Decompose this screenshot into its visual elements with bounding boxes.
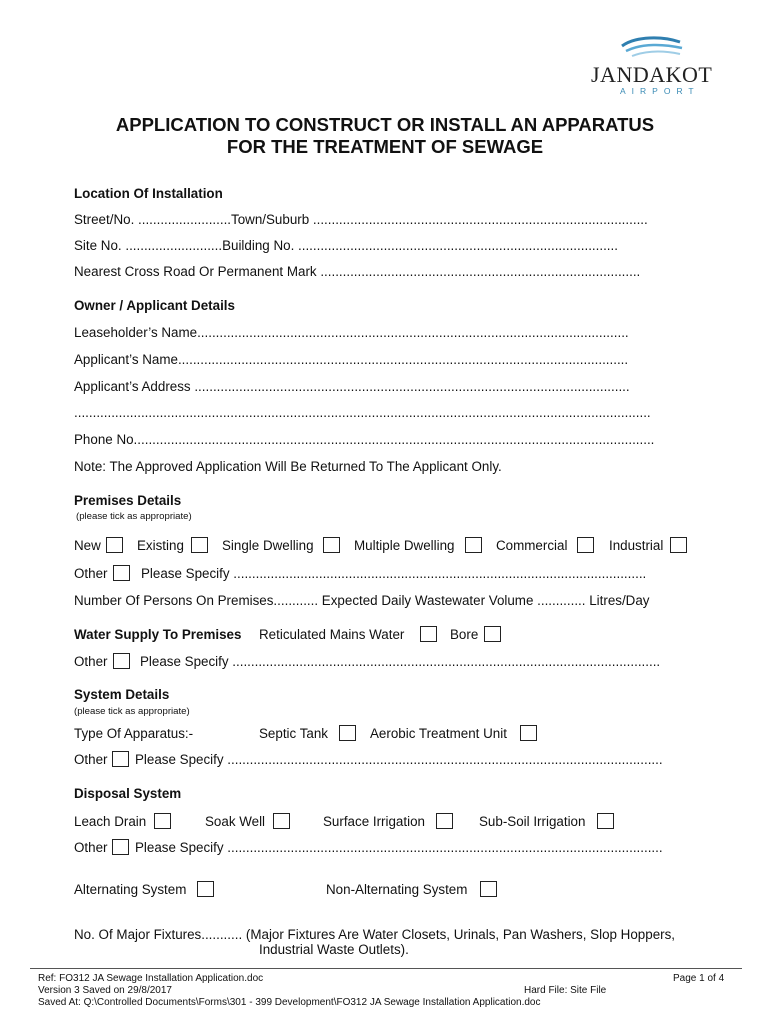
disposal-heading: Disposal System <box>74 786 182 801</box>
page-subtitle: FOR THE TREATMENT OF SEWAGE <box>226 136 544 157</box>
septic-tank-label: Septic Tank <box>259 726 328 741</box>
phone-field[interactable]: Phone No............................................................................................................................................ <box>74 432 655 447</box>
leach-drain-checkbox[interactable] <box>154 813 171 829</box>
bore-checkbox[interactable] <box>484 626 501 642</box>
disposal-other-checkbox[interactable] <box>112 839 129 855</box>
non-alternating-checkbox[interactable] <box>480 881 497 897</box>
premises-other-checkbox[interactable] <box>113 565 130 581</box>
footer-page-number: Page 1 of 4 <box>673 973 725 984</box>
water-heading: Water Supply To Premises <box>74 627 242 642</box>
location-heading: Location Of Installation <box>74 186 223 201</box>
major-fixtures-note: Industrial Waste Outlets). <box>259 942 409 957</box>
cross-road-field[interactable]: Nearest Cross Road Or Permanent Mark ...................................................................................... <box>74 264 641 279</box>
footer-saved-path: Saved At: Q:\Controlled Documents\Forms\301 - 399 Development\FO312 JA Sewage Installation Application.doc <box>38 997 541 1008</box>
footer-hard-file: Hard File: Site File <box>524 985 607 996</box>
septic-tank-checkbox[interactable] <box>339 725 356 741</box>
alternating-label: Alternating System <box>74 882 187 897</box>
footer-version: Version 3 Saved on 29/8/2017 <box>38 985 172 996</box>
multiple-dwelling-checkbox[interactable] <box>465 537 482 553</box>
footer-divider <box>30 968 742 969</box>
new-checkbox[interactable] <box>106 537 123 553</box>
new-label: New <box>74 538 101 553</box>
system-other-checkbox[interactable] <box>112 751 129 767</box>
subsoil-irrigation-label: Sub-Soil Irrigation <box>479 814 586 829</box>
system-heading: System Details <box>74 687 170 702</box>
surface-irrigation-checkbox[interactable] <box>436 813 453 829</box>
industrial-checkbox[interactable] <box>670 537 687 553</box>
logo-name: JANDAKOT <box>591 62 713 87</box>
apparatus-type-label: Type Of Apparatus:- <box>74 726 194 741</box>
water-specify-field[interactable]: Please Specify ................................................................................................................... <box>140 654 661 669</box>
footer-ref: Ref: FO312 JA Sewage Installation Application.doc <box>38 973 264 984</box>
applicant-address-field[interactable]: Applicant’s Address ..................................................................................................................... <box>74 379 630 394</box>
street-field[interactable]: Street/No. .........................Town/Suburb .......................................................................................... <box>74 212 648 227</box>
soak-well-checkbox[interactable] <box>273 813 290 829</box>
single-dwelling-label: Single Dwelling <box>222 538 314 553</box>
premises-heading: Premises Details <box>74 493 182 508</box>
aerobic-label: Aerobic Treatment Unit <box>370 726 507 741</box>
alternating-checkbox[interactable] <box>197 881 214 897</box>
single-dwelling-checkbox[interactable] <box>323 537 340 553</box>
persons-volume-field[interactable]: Number Of Persons On Premises............ Expected Daily Wastewater Volume ............. Litres/Day <box>74 593 650 608</box>
non-alternating-label: Non-Alternating System <box>326 882 468 897</box>
premises-specify-field[interactable]: Please Specify ............................................................................................................... <box>141 566 647 581</box>
water-other-checkbox[interactable] <box>113 653 130 669</box>
disposal-other-label: Other <box>74 840 108 855</box>
system-other-label: Other <box>74 752 108 767</box>
logo-swoosh-icon <box>618 34 684 60</box>
premises-hint: (please tick as appropriate) <box>76 511 192 522</box>
multiple-dwelling-label: Multiple Dwelling <box>354 538 455 553</box>
owner-heading: Owner / Applicant Details <box>74 298 235 313</box>
premises-other-label: Other <box>74 566 108 581</box>
commercial-checkbox[interactable] <box>577 537 594 553</box>
existing-checkbox[interactable] <box>191 537 208 553</box>
applicant-address-line2[interactable]: ........................................................................................................................................................... <box>74 405 651 420</box>
system-hint: (please tick as appropriate) <box>74 706 190 717</box>
system-specify-field[interactable]: Please Specify ..................................................................................................................... <box>135 752 663 767</box>
bore-label: Bore <box>450 627 479 642</box>
existing-label: Existing <box>137 538 184 553</box>
water-other-label: Other <box>74 654 108 669</box>
surface-irrigation-label: Surface Irrigation <box>323 814 425 829</box>
reticulated-label: Reticulated Mains Water <box>259 627 405 642</box>
site-field[interactable]: Site No. ..........................Building No. ...................................................................................... <box>74 238 618 253</box>
commercial-label: Commercial <box>496 538 568 553</box>
logo-sub: AIRPORT <box>620 86 700 96</box>
applicant-name-field[interactable]: Applicant’s Name......................................................................................................................... <box>74 352 629 367</box>
major-fixtures-field[interactable]: No. Of Major Fixtures........... (Major Fixtures Are Water Closets, Urinals, Pan Washers, Slop Hoppers, <box>74 927 676 942</box>
soak-well-label: Soak Well <box>205 814 266 829</box>
approval-note: Note: The Approved Application Will Be Returned To The Applicant Only. <box>74 459 502 474</box>
reticulated-checkbox[interactable] <box>420 626 437 642</box>
disposal-specify-field[interactable]: Please Specify ..................................................................................................................... <box>135 840 663 855</box>
subsoil-irrigation-checkbox[interactable] <box>597 813 614 829</box>
leaseholder-field[interactable]: Leaseholder’s Name.................................................................................................................... <box>74 325 629 340</box>
aerobic-checkbox[interactable] <box>520 725 537 741</box>
industrial-label: Industrial <box>609 538 664 553</box>
leach-drain-label: Leach Drain <box>74 814 147 829</box>
page-title: APPLICATION TO CONSTRUCT OR INSTALL AN APPARATUS <box>115 114 655 135</box>
